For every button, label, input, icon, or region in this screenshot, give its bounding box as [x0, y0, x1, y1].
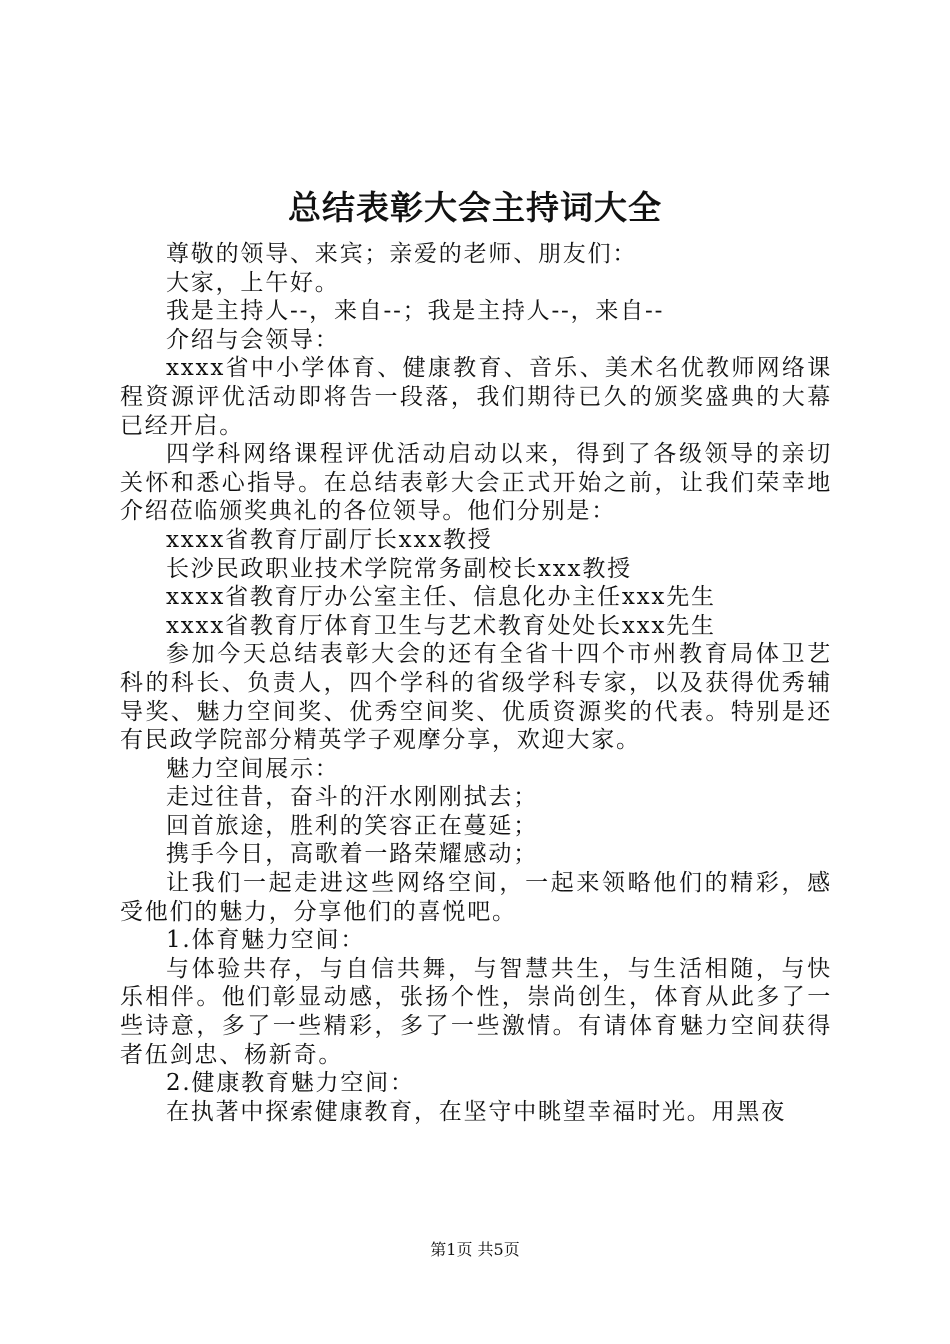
paragraph: 介绍与会领导：	[166, 326, 340, 353]
page-number-footer: 第1页 共5页	[430, 1240, 520, 1259]
paragraph: 与体验共存，与自信共舞，与智慧共生，与生活相随，与快乐相伴。他们彰显动感，张扬个性，崇尚创生，体育从此多了一些诗意，多了一些精彩，多了一些激情。有请体育魅力空间获得者伍剑忠、杨新奇。	[120, 955, 832, 1068]
paragraph: 在执著中探索健康教育，在坚守中眺望幸福时光。用黑夜	[166, 1098, 786, 1125]
paragraph: xxxx省教育厅体育卫生与艺术教育处处长xxx先生	[166, 612, 716, 639]
paragraph: 魅力空间展示：	[166, 755, 340, 782]
paragraph: xxxx省教育厅副厅长xxx教授	[166, 526, 493, 553]
paragraph: 携手今日，高歌着一路荣耀感动；	[166, 841, 538, 868]
paragraph: 大家，上午好。	[166, 269, 340, 296]
paragraph: 走过往昔，奋斗的汗水刚刚拭去；	[166, 784, 538, 811]
document-title: 总结表彰大会主持词大全	[288, 188, 662, 227]
paragraph: 尊敬的领导、来宾；亲爱的老师、朋友们：	[166, 241, 638, 267]
paragraph: 长沙民政职业技术学院常务副校长xxx教授	[166, 555, 632, 582]
paragraph: xxxx省中小学体育、健康教育、音乐、美术名优教师网络课程资源评优活动即将告一段落，我们期待已久的颁奖盛典的大幕已经开启。	[120, 355, 832, 439]
document-body	[120, 240, 832, 1126]
paragraph: xxxx省教育厅办公室主任、信息化办主任xxx先生	[166, 584, 716, 611]
paragraph: 四学科网络课程评优活动启动以来，得到了各级领导的亲切关怀和悉心指导。在总结表彰大会正式开始之前，让我们荣幸地介绍莅临颁奖典礼的各位领导。他们分别是：	[120, 441, 832, 525]
paragraph: 我是主持人--，来自--；我是主持人--，来自--	[166, 298, 665, 325]
paragraph: 1.体育魅力空间：	[166, 927, 366, 954]
paragraph: 让我们一起走进这些网络空间，一起来领略他们的精彩，感受他们的魅力，分享他们的喜悦吧。	[120, 870, 832, 925]
paragraph: 2.健康教育魅力空间：	[166, 1070, 415, 1097]
paragraph: 参加今天总结表彰大会的还有全省十四个市州教育局体卫艺科的科长、负责人，四个学科的省级学科专家，以及获得优秀辅导奖、魅力空间奖、优秀空间奖、优质资源奖的代表。特别是还有民政学院部分精英学子观摩分享，欢迎大家。	[120, 641, 832, 754]
paragraph: 回首旅途，胜利的笑容正在蔓延；	[166, 812, 538, 839]
